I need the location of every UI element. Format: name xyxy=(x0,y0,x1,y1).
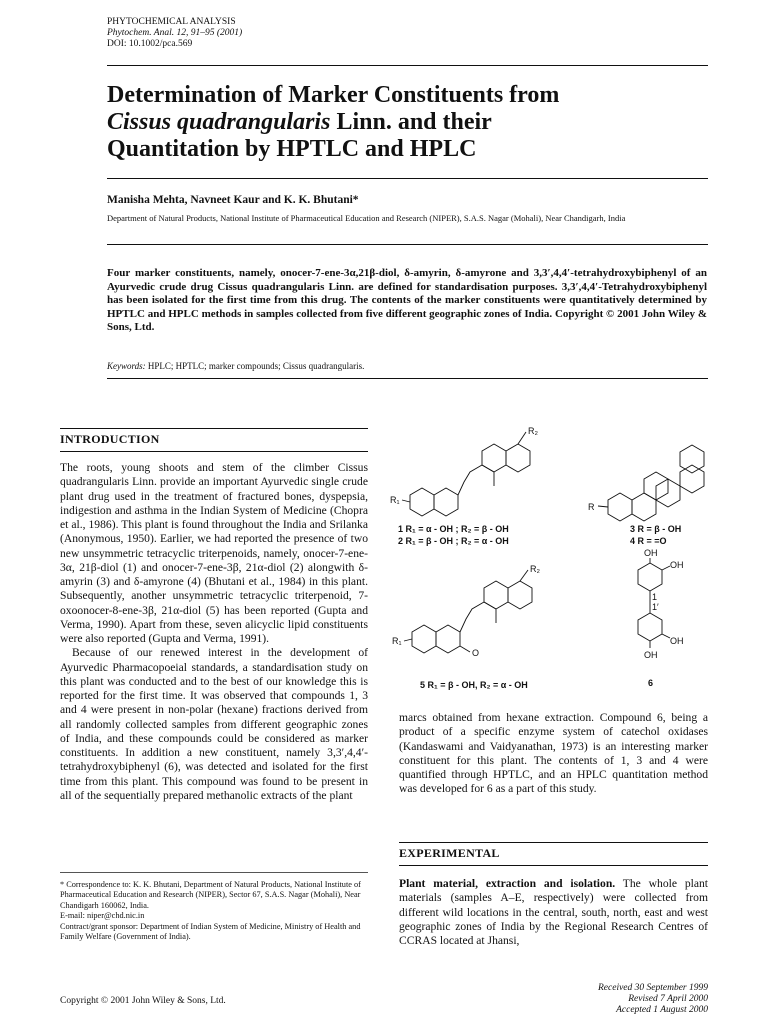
r-bond xyxy=(598,506,608,507)
r-label: R xyxy=(588,502,595,512)
r2-bond xyxy=(520,570,528,581)
r1-bond xyxy=(402,500,410,502)
r2-label: R₂ xyxy=(528,426,538,436)
r1-bond xyxy=(404,639,412,641)
s12-label-2: 2 R₁ = β - OH ; R₂ = α - OH xyxy=(398,536,509,546)
ring-a xyxy=(410,488,434,516)
s12-label-1: 1 R₁ = α - OH ; R₂ = β - OH xyxy=(398,524,509,534)
structure-5 xyxy=(392,564,540,690)
structure-1-2 xyxy=(390,426,538,546)
oh-label-1: OH xyxy=(644,548,658,558)
experimental-subheading: Plant material, extraction and isolation. xyxy=(399,877,616,890)
article-dates xyxy=(520,983,708,1016)
journal-header xyxy=(107,17,242,50)
experimental-text: The whole plant materials (samples A–E, respectively) were collected from different wild locations in the central, south, north, east and west geographic zones of India by the Regional Research Centres of CCRAS located at Jhansi, xyxy=(399,877,708,947)
structure-6 xyxy=(638,548,684,688)
footnote-sponsor: Contract/grant sponsor: Department of Indian System of Medicine, Ministry of Health and Family Welfare (Government of India). xyxy=(60,921,361,942)
s5-label: 5 R₁ = β - OH, R₂ = α - OH xyxy=(420,680,528,690)
date-revised: Revised 7 April 2000 xyxy=(628,994,708,1004)
r2-bond xyxy=(518,432,526,444)
intro-body xyxy=(60,461,368,803)
structure-3-4 xyxy=(588,445,704,546)
ring-d xyxy=(508,581,532,609)
ring-d xyxy=(506,444,530,472)
experimental-rule-top xyxy=(399,842,708,843)
intro-rule-bottom xyxy=(60,451,368,452)
atom-label-1-prime: 1′ xyxy=(652,602,659,612)
ring-e xyxy=(680,445,704,473)
experimental-heading: EXPERIMENTAL xyxy=(399,846,500,860)
ring-b xyxy=(434,488,458,516)
footnotes xyxy=(60,880,368,942)
doi: DOI: 10.1002/pca.569 xyxy=(107,39,193,49)
ring-d xyxy=(680,465,704,493)
oxo-label: O xyxy=(472,648,480,658)
intro-paragraph-2: Because of our renewed interest in the development of Ayurvedic Pharmacopoeial standards, a standardisation study on this plant was conducted and to the best of our knowledge this is reported for the first time. It was observed that compounds 1, 3 and 4 were present in non-polar (hexane) fractions derived from all randomly collected samples from different geographic zones of India, and these compounds could be considered as marker constituents. In addition a new constituent, namely 3,3′,4,4′-tetrahydroxybiphenyl (6), was detected and isolated for the first time from this plant. This compound was found to be present in all of the sequentially prepared methanolic extracts of the plant xyxy=(60,646,368,802)
header-rule xyxy=(107,65,708,66)
oh-bond-2 xyxy=(662,566,670,570)
side-chain xyxy=(460,602,496,632)
ring-upper xyxy=(638,563,662,591)
title-rule xyxy=(107,178,708,179)
title-line-3: Quantitation by HPTLC and HPLC xyxy=(107,136,477,162)
keywords-text: HPLC; HPTLC; marker compounds; Cissus quadrangularis. xyxy=(145,361,365,371)
title-line-2-rest: Linn. and their xyxy=(330,109,492,135)
intro-heading: INTRODUCTION xyxy=(60,432,160,446)
keywords xyxy=(107,361,707,371)
ring-c xyxy=(482,444,506,472)
journal-citation: Phytochem. Anal. 12, 91–95 (2001) xyxy=(107,28,243,38)
ring-a xyxy=(412,625,436,653)
intro-rule-top xyxy=(60,428,368,429)
title-line-2 xyxy=(107,109,707,136)
authors: Manisha Mehta, Navneet Kaur and K. K. Bhutani* xyxy=(107,194,359,206)
affiliation: Department of Natural Products, National Institute of Pharmaceutical Education and Research (NIPER), S.A.S. Nagar (Mohali), Near Chandigarh, India xyxy=(107,213,626,223)
experimental-rule-bottom xyxy=(399,865,708,866)
footnote-rule xyxy=(60,872,368,873)
footnote-email: E-mail: niper@chd.nic.in xyxy=(60,911,145,921)
journal-name: PHYTOCHEMICAL ANALYSIS xyxy=(107,17,236,27)
ring-b xyxy=(436,625,460,653)
article-title xyxy=(107,82,707,163)
abstract: Four marker constituents, namely, onocer-7-ene-3α,21β-diol, δ-amyrin, δ-amyrone and 3,3′,4,4′-tetrahydroxybiphenyl of an Ayurvedic crude drug Cissus quadrangularis Linn. are defined for standardisation purposes. 3,3′,4,4′-Tetrahydroxybiphenyl has been isolated for the first time from this drug. The contents of the marker constituents were quantitatively determined by HPTLC and HPLC methods in samples collected from five different geographic zones of India. Copyright © 2001 John Wiley & Sons, Ltd. xyxy=(107,267,707,333)
intro-paragraph-1: The roots, young shoots and stem of the climber Cissus quadrangularis Linn. provide an important Ayurvedic single crude plant drug used in the treatment of fractured bones, dyspepsia, indigestion and asthma in the Indian System of Medicine (Chopra et al., 1986). This plant is found throughout the India and Srilanka (Anonymous, 1950). Earlier, we had reported the presence of two new unsymmetric tetracyclic triterpenoids, namely, onocer-7-ene-3α, 21β-diol (1) and onocer-7-ene-3β, 21α-diol (2) alongwith δ-amyrin (3) and δ-amyrone (4) (Bhutani et al., 1984) in this plant. Subsequently, another unsymmetric tetracyclic triterpenoid, 7-oxoonocer-8-ene-3β, 21α-diol (5) has been reported (Gupta and Verma, 1990). Apart from these, seven alicyclic lipid constituents were also reported (Gupta and Verma, 1991). xyxy=(60,461,368,645)
atom-label-1: 1 xyxy=(652,592,658,602)
side-chain xyxy=(458,465,494,495)
oh-label-3: OH xyxy=(670,636,684,646)
r2-label: R₂ xyxy=(530,564,540,574)
s6-label: 6 xyxy=(648,678,654,688)
r1-label: R₁ xyxy=(392,636,402,646)
keto-bond xyxy=(460,646,470,652)
chemical-structures xyxy=(390,420,720,700)
title-species: Cissus quadrangularis xyxy=(107,109,331,135)
r1-label: R₁ xyxy=(390,495,400,505)
ring-c xyxy=(484,581,508,609)
oh-label-2: OH xyxy=(670,560,684,570)
ring-a xyxy=(608,493,632,521)
footnote-correspondence: * Correspondence to: K. K. Bhutani, Department of Natural Products, National Institute of Pharmaceutical Education and Research (NIPER), Sector 67, S.A.S. Nagar (Mohali), Near Chandigarh 160062, India. xyxy=(60,880,361,910)
experimental-body xyxy=(399,877,708,948)
affiliation-rule xyxy=(107,244,708,245)
title-line-1: Determination of Marker Constituents from xyxy=(107,82,560,108)
keywords-label: Keywords: xyxy=(107,361,146,371)
ring-lower xyxy=(638,613,662,641)
oh-bond-3 xyxy=(662,634,670,638)
s34-label-1: 3 R = β - OH xyxy=(630,524,682,534)
col2-paragraph: marcs obtained from hexane extraction. Compound 6, being a product of a specific enzyme system of catechol oxidases (Kandaswami and Vaidyanathan, 1973) is an interesting marker constituent for this plant. The contents of 1, 3 and 4 were quantified through HPTLC, and an HPLC quantitation method was developed for 6 as a part of this study. xyxy=(399,711,708,796)
abstract-rule xyxy=(107,378,708,379)
date-received: Received 30 September 1999 xyxy=(598,983,708,993)
column-2-body xyxy=(399,711,708,797)
ring-b xyxy=(632,493,656,521)
date-accepted: Accepted 1 August 2000 xyxy=(616,1005,708,1015)
s34-label-2: 4 R = =O xyxy=(630,536,667,546)
copyright: Copyright © 2001 John Wiley & Sons, Ltd. xyxy=(60,996,226,1006)
oh-label-4: OH xyxy=(644,650,658,660)
